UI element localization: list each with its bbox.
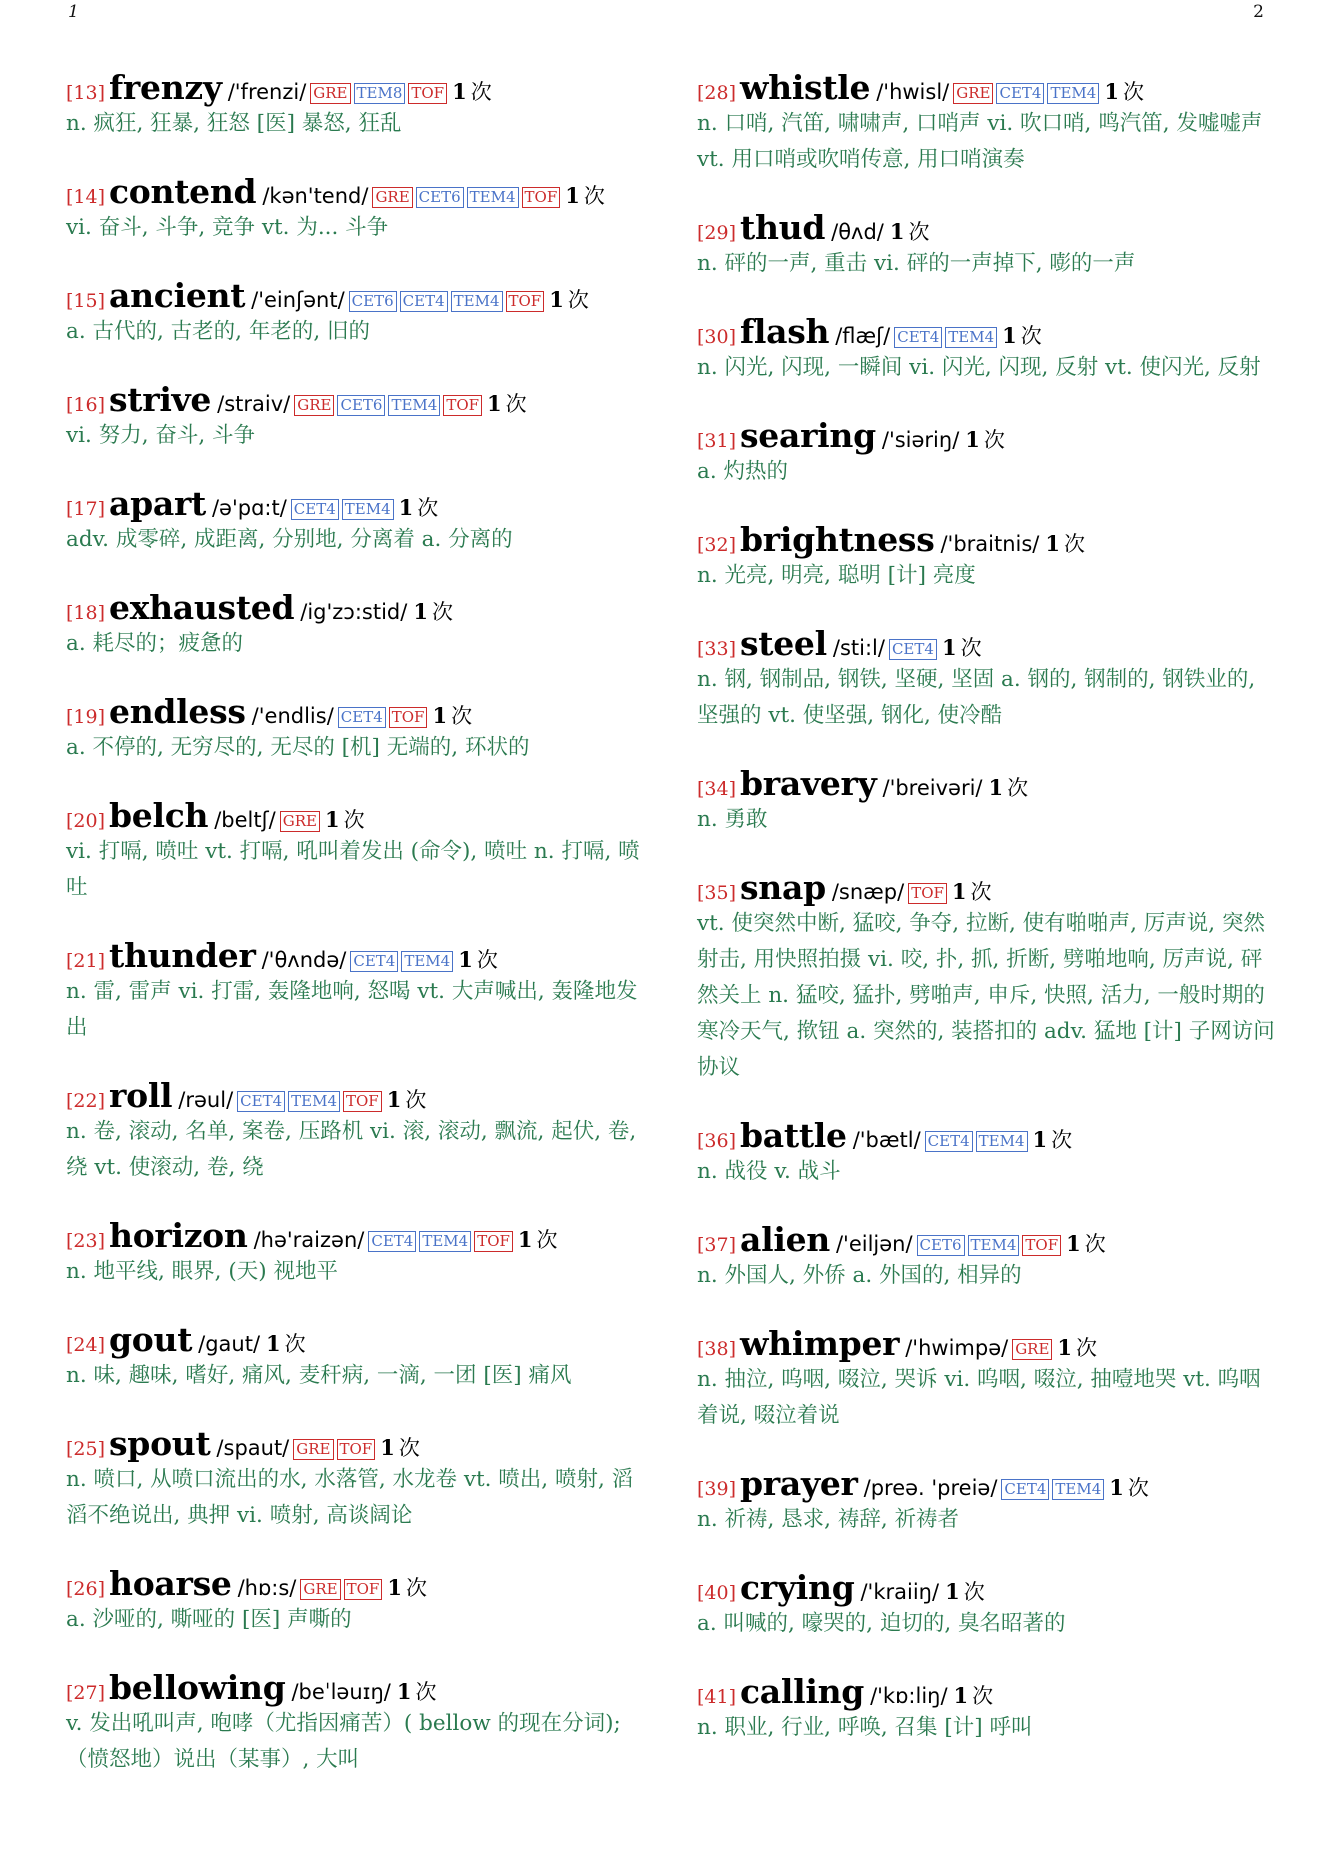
vocab-entry [66,1424,642,1534]
headword: whistle [740,68,871,107]
exam-tag: TEM4 [401,951,453,972]
exam-tag: CET6 [337,395,385,416]
frequency-count: 1 次 [380,1435,420,1460]
definition: vi. 努力, 奋斗, 斗争 [66,423,256,448]
vocab-entry [697,1672,1275,1746]
entry-headline [66,796,642,834]
phonetic: /'frenzi/ [227,80,307,104]
definition: vt. 使突然中断, 猛咬, 争夺, 拉断, 使有啪啪声, 厉声说, 突然射击, 用快照拍摄 vi. 咬, 扑, 抓, 折断, 劈啪地响, 厉声说, 砰然关上 n. 猛咬, 猛扑, 劈啪声, 申斥, 快照, 活力, 一般时期的寒冷天气, 揿钮 a. 突然的, 装搭扣的 adv. 猛地 [计] 子网访问协议 [697,911,1275,1080]
definition: a. 古代的, 古老的, 年老的, 旧的 [66,319,370,344]
phonetic: /θʌd/ [831,220,884,244]
entry-headline [66,1424,642,1462]
exam-tag: CET4 [368,1231,416,1252]
entry-headline [697,208,1275,246]
definition: adv. 成零碎, 成距离, 分别地, 分离着 a. 分离的 [66,527,513,552]
entry-headline [66,1216,642,1254]
definition: n. 职业, 行业, 呼唤, 召集 [计] 呼叫 [697,1715,1033,1740]
entry-number: [29] [697,222,737,244]
frequency-count: 1 次 [565,183,605,208]
vocab-entry [66,484,642,558]
entry-number: [33] [697,638,737,660]
vocab-entry [697,624,1275,734]
entry-headline [697,1116,1275,1154]
frequency-count: 1 次 [398,495,439,520]
frequency-count: 1 次 [324,807,365,832]
exam-tag: TOF [344,1579,383,1600]
vocab-entry [66,1216,642,1290]
frequency-count: 1 次 [517,1227,558,1252]
entry-number: [23] [66,1230,106,1252]
vocab-entry [697,1568,1275,1642]
headword: hoarse [109,1564,232,1603]
exam-tag: TEM4 [1052,1479,1104,1500]
definition: n. 勇敢 [697,807,768,832]
exam-tag: TOF [389,707,428,728]
definition: n. 雷, 雷声 vi. 打雷, 轰隆地响, 怒喝 vt. 大声喊出, 轰隆地发出 [66,979,638,1040]
phonetic: /beˈləuɪŋ/ [291,1680,391,1704]
frequency-count: 1 次 [1045,531,1086,556]
entry-number: [40] [697,1582,737,1604]
frequency-count: 1 次 [953,1683,994,1708]
exam-tag: GRE [953,83,993,104]
phonetic: /ə'pɑ:t/ [211,496,287,520]
entry-headline [66,484,642,522]
definition: n. 地平线, 眼界, (天) 视地平 [66,1259,338,1284]
phonetic: /hə'raizən/ [253,1228,365,1252]
definition: n. 钢, 钢制品, 钢铁, 坚硬, 坚固 a. 钢的, 钢制的, 钢铁业的, 坚强的 vt. 使坚强, 钢化, 使冷酷 [697,667,1256,728]
entry-headline [66,1668,642,1706]
exam-tag: CET4 [291,499,339,520]
definition: a. 不停的, 无穷尽的, 无尽的 [机] 无端的, 环状的 [66,735,530,760]
exam-tag: CET4 [894,327,942,348]
headword: searing [740,416,876,455]
frequency-count: 1 次 [413,599,453,624]
frequency-count: 1 次 [266,1331,306,1356]
entry-number: [22] [66,1090,106,1112]
phonetic: /'braitnis/ [940,532,1040,556]
phonetic: /flæʃ/ [835,324,891,348]
entry-number: [19] [66,706,106,728]
exam-tag: TEM4 [1047,83,1099,104]
entry-number: [16] [66,394,106,416]
entry-headline [697,520,1275,558]
vocab-entry [66,1076,642,1186]
frequency-count: 1 次 [1109,1475,1149,1500]
entry-headline [66,692,642,730]
entry-headline [66,276,642,314]
headword: steel [740,624,827,663]
frequency-count: 1 次 [458,947,498,972]
exam-tag: TEM4 [288,1091,340,1112]
phonetic: /'θʌndə/ [261,948,347,972]
frequency-count: 1 次 [889,219,930,244]
headword: prayer [740,1464,858,1503]
exam-tag: CET4 [350,951,398,972]
vocab-entry [697,416,1275,490]
exam-tag: TEM4 [388,395,440,416]
entry-headline [66,588,642,626]
entry-number: [36] [697,1130,737,1152]
frequency-count: 1 次 [396,1679,437,1704]
phonetic: /straiv/ [217,392,291,416]
exam-tag: GRE [294,395,334,416]
frequency-count: 1 次 [487,391,527,416]
vocab-entry [66,796,642,906]
entry-headline [697,624,1275,662]
exam-tag: GRE [310,83,350,104]
entry-headline [697,68,1275,106]
frequency-count: 1 次 [432,703,473,728]
entry-number: [30] [697,326,737,348]
exam-tag: CET6 [917,1235,965,1256]
exam-tag: TOF [908,883,947,904]
exam-tag: TEM8 [354,83,406,104]
headword: thunder [109,936,256,975]
phonetic: /ig'zɔ:stid/ [300,600,408,624]
frequency-count: 1 次 [386,1087,427,1112]
exam-tag: CET4 [996,83,1044,104]
exam-tag: CET4 [338,707,386,728]
entry-number: [39] [697,1478,737,1500]
headword: bellowing [109,1668,286,1707]
headword: battle [740,1116,847,1155]
vocab-entry [697,1116,1275,1190]
definition: n. 砰的一声, 重击 vi. 砰的一声掉下, 嘭的一声 [697,251,1136,276]
definition: n. 闪光, 闪现, 一瞬间 vi. 闪光, 闪现, 反射 vt. 使闪光, 反射 [697,355,1261,380]
phonetic: /'kraiiŋ/ [860,1580,940,1604]
entry-headline [66,1076,642,1114]
exam-tag: TEM4 [451,291,503,312]
vocab-entry [66,68,642,142]
vocab-entry [697,520,1275,594]
frequency-count: 1 次 [1057,1335,1098,1360]
entry-number: [38] [697,1338,737,1360]
vocab-entry [66,588,642,662]
exam-tag: TEM4 [342,499,394,520]
entry-headline [697,1464,1275,1502]
exam-tag: TOF [1022,1235,1061,1256]
vocab-entry [697,312,1275,386]
exam-tag: TOF [408,83,447,104]
entry-headline [697,764,1275,802]
headword: gout [109,1320,193,1359]
page-number-left: 1 [68,2,79,22]
phonetic: /'hwisl/ [876,80,950,104]
headword: frenzy [109,68,222,107]
frequency-count: 1 次 [1104,79,1144,104]
headword: spout [109,1424,211,1463]
definition: vi. 奋斗, 斗争, 竞争 vt. 为... 斗争 [66,215,389,240]
exam-tag: GRE [293,1439,333,1460]
frequency-count: 1 次 [945,1579,985,1604]
vocab-entry [66,1564,642,1638]
headword: ancient [109,276,246,315]
entry-number: [26] [66,1578,106,1600]
exam-tag: TEM4 [419,1231,471,1252]
definition: n. 卷, 滚动, 名单, 案卷, 压路机 vi. 滚, 滚动, 飘流, 起伏, 卷, 绕 vt. 使滚动, 卷, 绕 [66,1119,637,1180]
headword: snap [740,868,826,907]
entry-number: [35] [697,882,737,904]
definition: n. 喷口, 从喷口流出的水, 水落管, 水龙卷 vt. 喷出, 喷射, 滔滔不绝说出, 典押 vi. 喷射, 高谈阔论 [66,1467,634,1528]
phonetic: /spaut/ [216,1436,290,1460]
frequency-count: 1 次 [1032,1127,1073,1152]
exam-tag: CET4 [237,1091,285,1112]
frequency-count: 1 次 [387,1575,427,1600]
phonetic: /'breivəri/ [882,776,983,800]
vocab-entry [697,764,1275,838]
definition: n. 味, 趣味, 嗜好, 痛风, 麦秆病, 一滴, 一团 [医] 痛风 [66,1363,572,1388]
entry-headline [66,68,642,106]
entry-headline [66,1320,642,1358]
headword: flash [740,312,830,351]
phonetic: /hɒ:s/ [237,1576,297,1600]
entry-headline [66,172,642,210]
vocab-entry [697,868,1275,1086]
phonetic: /'endlis/ [251,704,334,728]
vocab-entry [66,1320,642,1394]
headword: alien [740,1220,830,1259]
frequency-count: 1 次 [988,775,1029,800]
headword: thud [740,208,826,247]
frequency-count: 1 次 [1066,1231,1106,1256]
exam-tag: GRE [300,1579,340,1600]
entry-number: [34] [697,778,737,800]
entry-headline [697,868,1275,906]
definition: n. 口哨, 汽笛, 啸啸声, 口哨声 vi. 吹口哨, 鸣汽笛, 发嘘嘘声 vt. 用口哨或吹哨传意, 用口哨演奏 [697,111,1263,172]
exam-tag: CET4 [400,291,448,312]
exam-tag: TEM4 [976,1131,1028,1152]
phonetic: /preə. 'preiə/ [863,1476,998,1500]
entry-number: [24] [66,1334,106,1356]
exam-tag: CET6 [416,187,464,208]
entry-number: [20] [66,810,106,832]
definition: n. 祈祷, 恳求, 祷辞, 祈祷者 [697,1507,960,1532]
phonetic: /'hwimpə/ [905,1336,1009,1360]
exam-tag: GRE [1012,1339,1052,1360]
entry-headline [697,1220,1275,1258]
exam-tag: TEM4 [968,1235,1020,1256]
vocab-entry [66,692,642,766]
exam-tag: TOF [474,1231,513,1252]
entry-number: [32] [697,534,737,556]
exam-tag: CET4 [1001,1479,1049,1500]
headword: belch [109,796,209,835]
definition: v. 发出吼叫声, 咆哮（尤指因痛苦）( bellow 的现在分词);（愤怒地）说出（某事）, 大叫 [66,1711,621,1772]
definition: n. 抽泣, 呜咽, 啜泣, 哭诉 vi. 呜咽, 啜泣, 抽噎地哭 vt. 呜咽着说, 啜泣着说 [697,1367,1261,1428]
exam-tag: TOF [337,1439,376,1460]
definition: a. 叫喊的, 嚎哭的, 迫切的, 臭名昭著的 [697,1611,1066,1636]
definition: a. 耗尽的；疲惫的 [66,631,243,656]
definition: n. 疯狂, 狂暴, 狂怒 [医] 暴怒, 狂乱 [66,111,402,136]
entry-headline [697,1672,1275,1710]
entry-number: [21] [66,950,106,972]
phonetic: /snæp/ [831,880,905,904]
vocab-entry [66,936,642,1046]
left-column [66,68,642,1808]
headword: horizon [109,1216,248,1255]
entry-number: [25] [66,1438,106,1460]
headword: bravery [740,764,877,803]
exam-tag: CET4 [889,639,937,660]
exam-tag: TEM4 [945,327,997,348]
exam-tag: TOF [522,187,561,208]
definition: n. 光亮, 明亮, 聪明 [计] 亮度 [697,563,976,588]
entry-number: [28] [697,82,737,104]
phonetic: /'eiljən/ [835,1232,913,1256]
definition: a. 沙哑的, 嘶哑的 [医] 声嘶的 [66,1607,352,1632]
entry-headline [697,312,1275,350]
entry-number: [41] [697,1686,737,1708]
vocab-entry [697,1324,1275,1434]
entry-number: [13] [66,82,106,104]
vocab-entry [697,1220,1275,1294]
exam-tag: TOF [443,395,482,416]
definition: vi. 打嗝, 喷吐 vt. 打嗝, 吼叫着发出 (命令), 喷吐 n. 打嗝, 喷吐 [66,839,640,900]
definition: n. 外国人, 外侨 a. 外国的, 相异的 [697,1263,1022,1288]
vocab-entry [697,208,1275,282]
exam-tag: CET6 [349,291,397,312]
entry-number: [31] [697,430,737,452]
exam-tag: TOF [506,291,545,312]
headword: roll [109,1076,173,1115]
entry-number: [14] [66,186,106,208]
definition: n. 战役 v. 战斗 [697,1159,841,1184]
frequency-count: 1 次 [1002,323,1042,348]
entry-number: [15] [66,290,106,312]
phonetic: /beltʃ/ [214,808,276,832]
entry-headline [66,936,642,974]
headword: exhausted [109,588,295,627]
frequency-count: 1 次 [941,635,982,660]
vocab-entry [66,172,642,246]
headword: calling [740,1672,865,1711]
frequency-count: 1 次 [549,287,589,312]
exam-tag: CET4 [925,1131,973,1152]
entry-headline [66,380,642,418]
frequency-count: 1 次 [452,79,492,104]
exam-tag: TEM4 [467,187,519,208]
phonetic: /kən'tend/ [262,184,369,208]
entry-number: [18] [66,602,106,624]
phonetic: /rəul/ [178,1088,234,1112]
headword: contend [109,172,257,211]
phonetic: /'kɒ:liŋ/ [870,1684,948,1708]
entry-number: [37] [697,1234,737,1256]
exam-tag: GRE [280,811,320,832]
phonetic: /'bætl/ [852,1128,921,1152]
exam-tag: TOF [343,1091,382,1112]
headword: endless [109,692,246,731]
phonetic: /gaut/ [198,1332,261,1356]
headword: apart [109,484,206,523]
frequency-count: 1 次 [965,427,1005,452]
frequency-count: 1 次 [951,879,992,904]
headword: crying [740,1568,855,1607]
vocab-entry [66,1668,642,1778]
entry-headline [697,1568,1275,1606]
entry-headline [697,1324,1275,1362]
page-number-right: 2 [1253,2,1264,22]
entry-headline [66,1564,642,1602]
headword: strive [109,380,212,419]
headword: whimper [740,1324,900,1363]
vocab-entry [66,276,642,350]
vocab-entry [697,1464,1275,1538]
entry-number: [27] [66,1682,106,1704]
phonetic: /'einʃənt/ [251,288,345,312]
vocab-entry [66,380,642,454]
phonetic: /'siəriŋ/ [881,428,960,452]
entry-headline [697,416,1275,454]
entry-number: [17] [66,498,106,520]
definition: a. 灼热的 [697,459,788,484]
phonetic: /sti:l/ [832,636,885,660]
exam-tag: GRE [372,187,412,208]
headword: brightness [740,520,935,559]
right-column [697,68,1275,1776]
vocab-entry [697,68,1275,178]
